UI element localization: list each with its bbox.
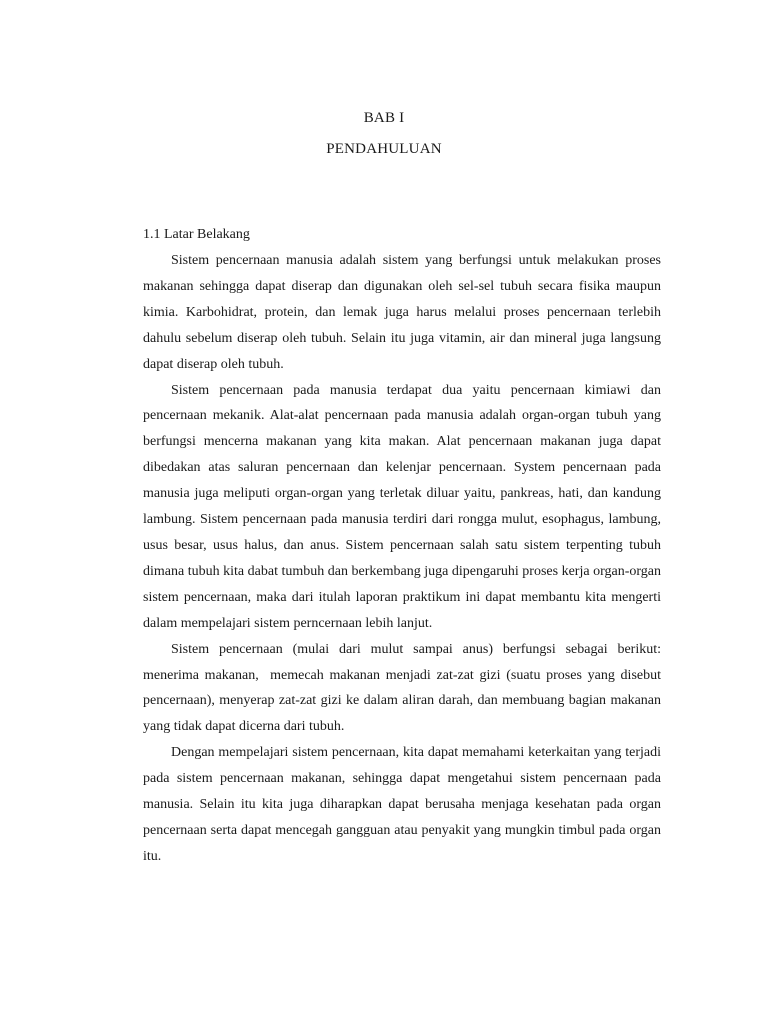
paragraph: Dengan mempelajari sistem pencernaan, kita dapat memahami keterkaitan yang terjadi pada sistem pencernaan makanan, sehingga dapat mengetahui sistem pencernaan pada manusia. Selain itu kita juga diharapkan dapat berusaha menjaga kesehatan pada organ pencernaan serta dapat mencegah gangguan atau penyakit yang mungkin timbul pada organ itu. [143,745,665,864]
paragraph: Sistem pencernaan (mulai dari mulut sampai anus) berfungsi sebagai berikut: menerima makanan, memecah makanan menjadi zat-zat gizi (suatu proses yang disebut pencernaan), menyerap zat-zat gizi ke dalam aliran darah, dan membuang bagian makanan yang tidak dapat dicerna dari tubuh. [143,641,665,735]
chapter-heading: BAB I [363,110,405,126]
body-text [143,248,665,870]
paragraph: Sistem pencernaan manusia adalah sistem yang berfungsi untuk melakukan proses makanan sehingga dapat diserap dan digunakan oleh sel-sel tubuh secara fisika maupun kimia. Karbohidrat, protein, dan lemak juga harus melalui proses pencernaan terlebih dahulu sebelum diserap oleh tubuh. Selain itu juga vitamin, air dan mineral juga langsung dapat diserap oleh tubuh. [143,253,665,372]
section-title: 1.1 Latar Belakang [143,227,250,242]
paragraph: Sistem pencernaan pada manusia terdapat dua yaitu pencernaan kimiawi dan pencernaan mekanik. Alat-alat pencernaan pada manusia adalah organ-organ tubuh yang berfungsi mencerna makanan yang kita makan. Alat pencernaan makanan juga dapat dibedakan atas saluran pencernaan dan kelenjar pencernaan. System pencernaan pada manusia juga meliputi organ-organ yang terletak diluar yaitu, pankreas, hati, dan kandung lambung. Sistem pencernaan pada manusia terdiri dari rongga mulut, esophagus, lambung, usus besar, usus halus, dan anus. Sistem pencernaan salah satu sistem terpenting tubuh dimana tubuh kita dabat tumbuh dan berkembang juga dipengaruhi proses kerja organ-organ sistem pencernaan, maka dari itulah laporan praktikum ini dapat membantu kita mengerti dalam mempelajari sistem perncernaan lebih lanjut. [143,382,665,631]
chapter-title: PENDAHULUAN [326,141,442,157]
